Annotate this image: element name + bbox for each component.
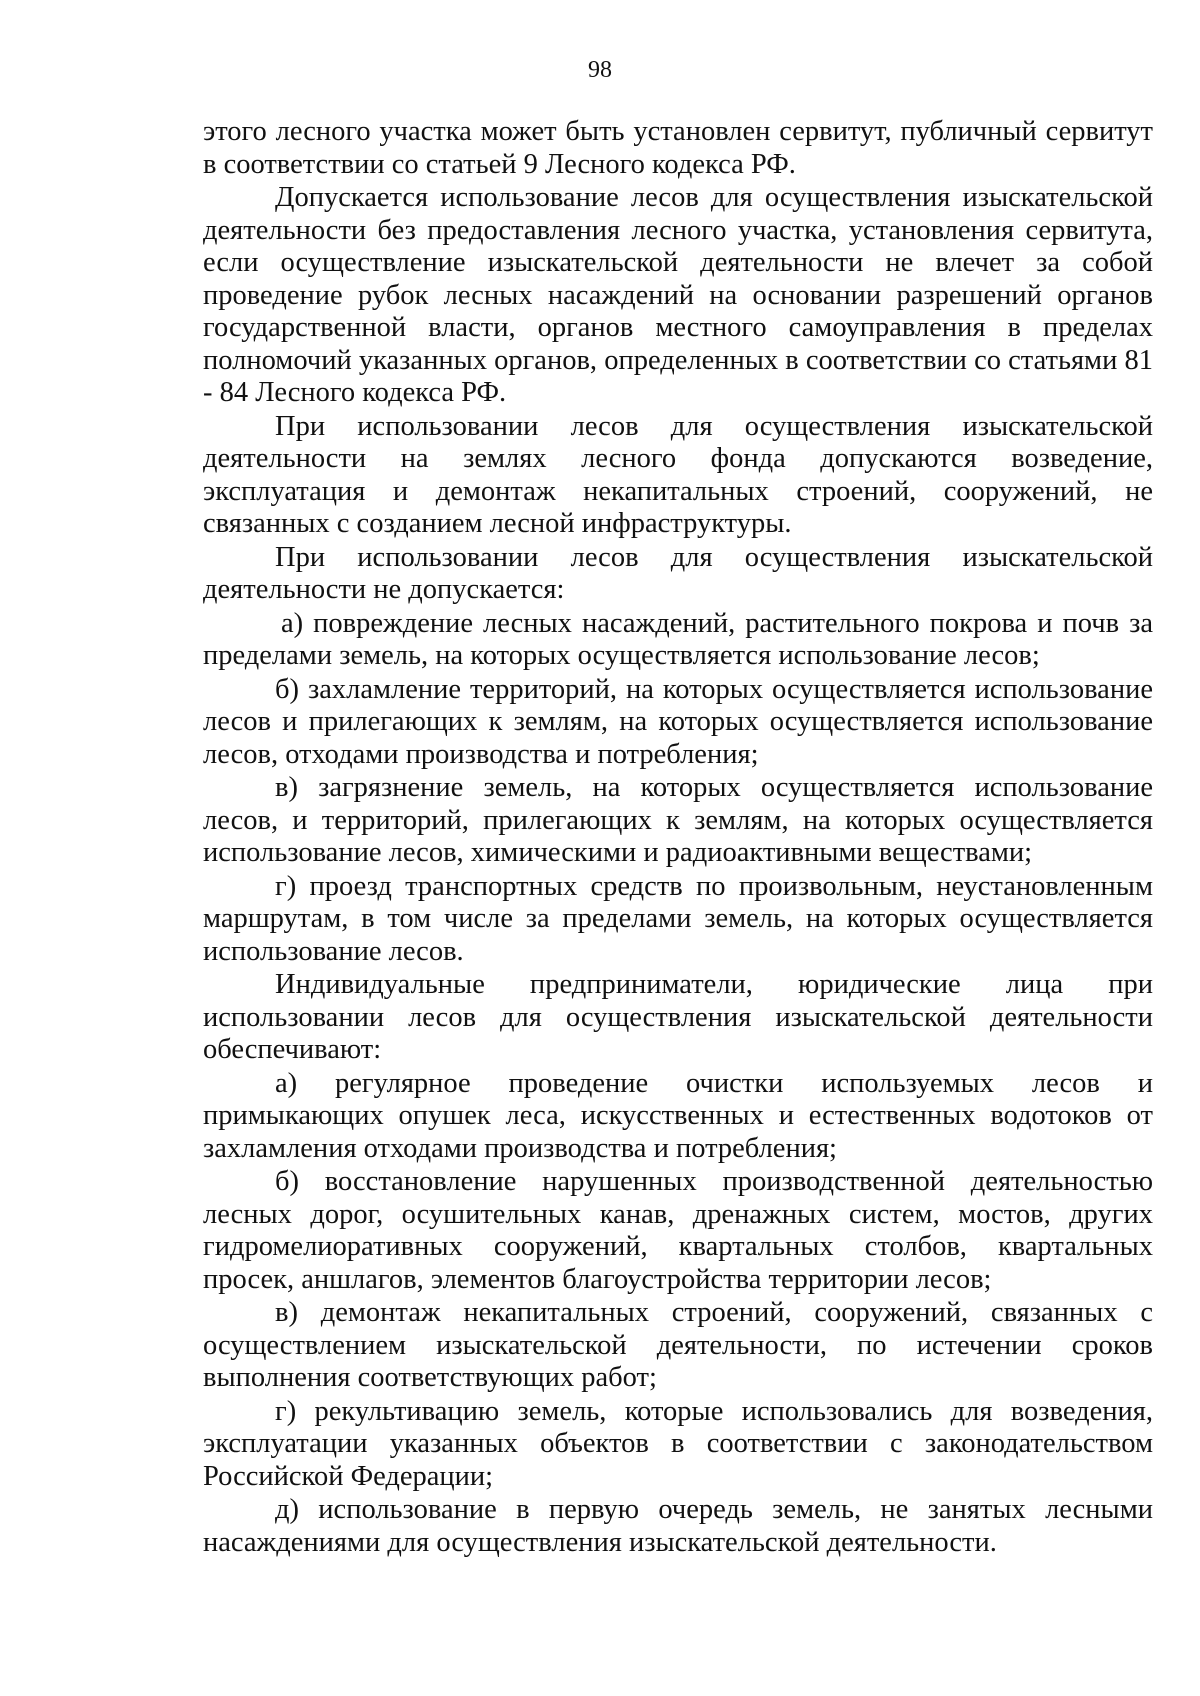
list-item-obligation-g: г) рекультивацию земель, которые использовались для возведения, эксплуатации указанных объектов в соответствии с законодательством Российской Федерации; (203, 1395, 1153, 1492)
paragraph-obligations-intro: Индивидуальные предприниматели, юридические лица при использовании лесов для осуществления изыскательской деятельности обеспечивают: (203, 969, 1153, 1065)
page-number: 98 (588, 57, 612, 83)
list-item-obligation-a: а) регулярное проведение очистки используемых лесов и примыкающих опушек леса, искусственных и естественных водотоков от захламления отходами производства и потребления; (203, 1067, 1153, 1164)
paragraph-prohibitions-intro: При использовании лесов для осуществления изыскательской деятельности не допускается: (203, 541, 1153, 605)
list-item-obligation-v: в) демонтаж некапитальных строений, сооружений, связанных с осуществлением изыскательской деятельности, по истечении сроков выполнения соответствующих работ; (203, 1297, 1153, 1393)
paragraph-temporary-structures: При использовании лесов для осуществления изыскательской деятельности на землях лесного фонда допускаются возведение, эксплуатация и демонтаж некапитальных строений, сооружений, не связанных с созданием лесной инфраструктуры. (203, 410, 1153, 539)
document-body (203, 116, 1153, 1560)
list-item-prohibition-g: г) проезд транспортных средств по произвольным, неустановленным маршрутам, в том числе за пределами земель, на которых осуществляется использование лесов. (203, 870, 1153, 967)
paragraph-servitude-continuation: этого лесного участка может быть установлен сервитут, публичный сервитут в соответствии со статьей 9 Лесного кодекса РФ. (203, 116, 1153, 180)
list-item-obligation-d: д) использование в первую очередь земель, не занятых лесными насаждениями для осуществления изыскательской деятельности. (203, 1494, 1153, 1558)
list-item-prohibition-b: б) захламление территорий, на которых осуществляется использование лесов и прилегающих к землям, на которых осуществляется использование лесов, отходами производства и потребления; (203, 673, 1153, 770)
list-item-prohibition-a: а) повреждение лесных насаждений, растительного покрова и почв за пределами земель, на которых осуществляется использование лесов; (203, 607, 1153, 671)
paragraph-survey-without-plot: Допускается использование лесов для осуществления изыскательской деятельности без предоставления лесного участка, установления сервитута, если осуществление изыскательской деятельности не влечет за собой проведение рубок лесных насаждений на основании разрешений органов государственной власти, органов местного самоуправления в пределах полномочий указанных органов, определенных в соответствии со статьями 81 - 84 Лесного кодекса РФ. (203, 182, 1153, 408)
list-item-obligation-b: б) восстановление нарушенных производственной деятельностью лесных дорог, осушительных канав, дренажных систем, мостов, других гидромелиоративных сооружений, квартальных столбов, квартальных просек, аншлагов, элементов благоустройства территории лесов; (203, 1166, 1153, 1295)
list-item-prohibition-v: в) загрязнение земель, на которых осуществляется использование лесов, и территорий, прилегающих к землям, на которых осуществляется использование лесов, химическими и радиоактивными веществами; (203, 772, 1153, 868)
